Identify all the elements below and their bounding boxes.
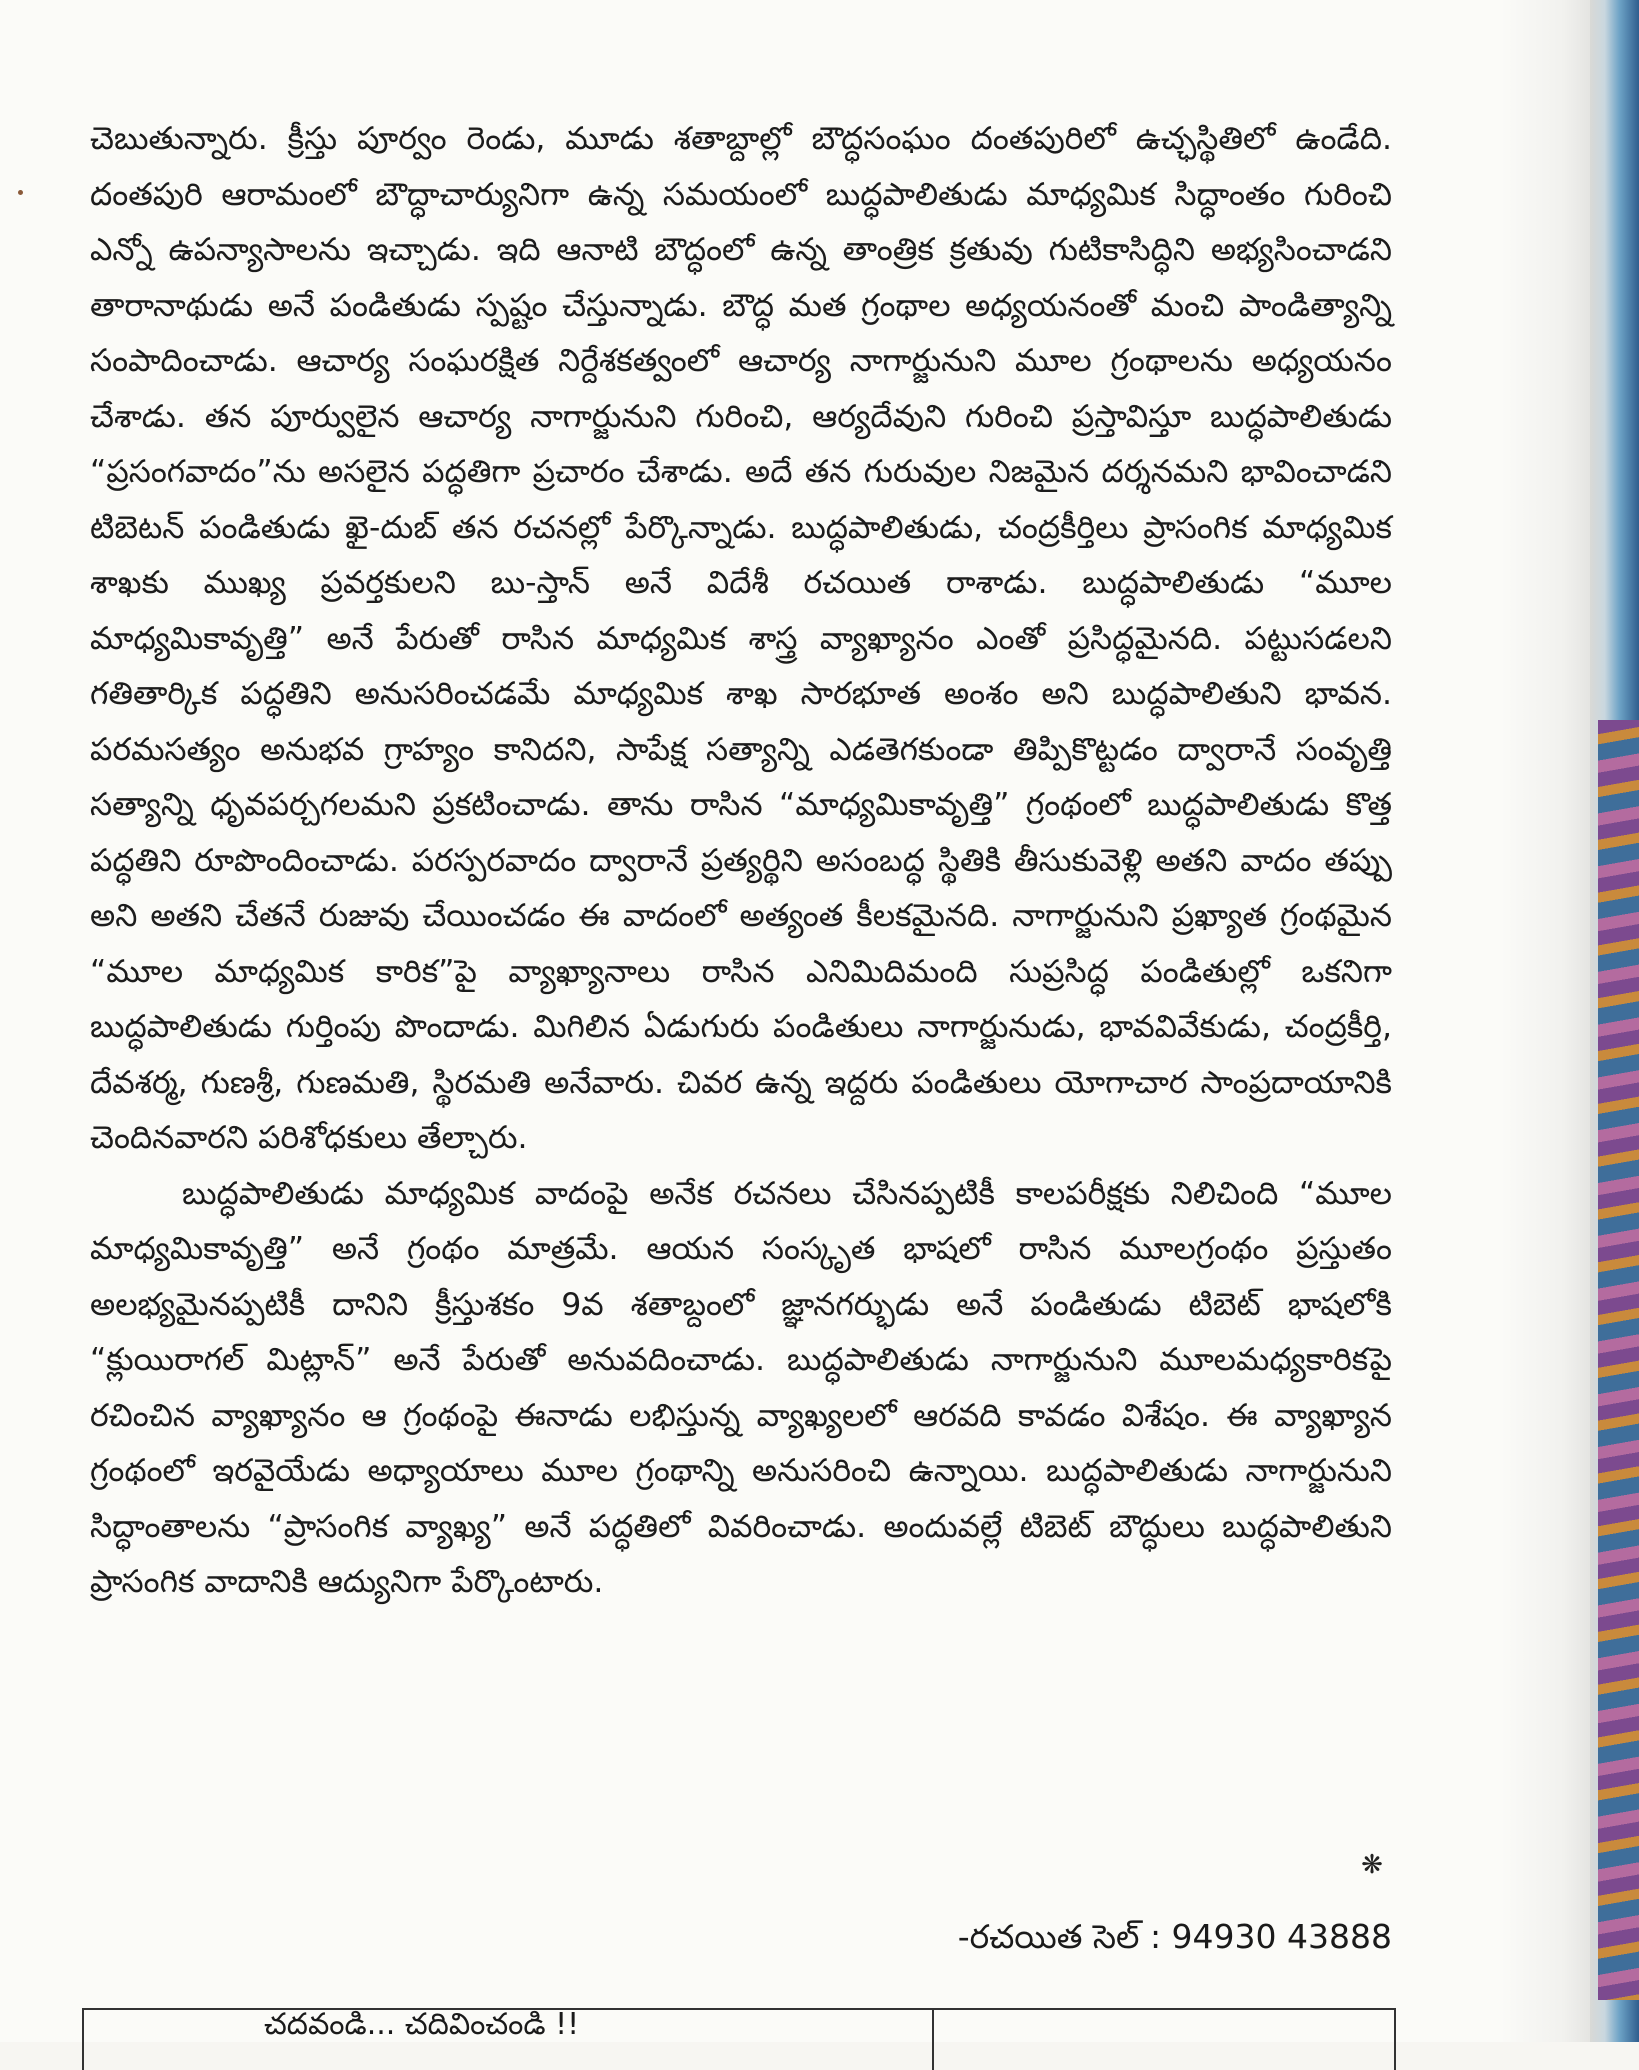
paragraph-2: బుద్ధపాలితుడు మాధ్యమిక వాదంపై అనేక రచనలు చేసినప్పటికీ కాలపరీక్షకు నిలిచింది “మూల మాధ్యమికావృత్తి” అనే గ్రంథం మాత్రమే. ఆయన సంస్కృత భాషలో రాసిన మూలగ్రంథం ప్రస్తుతం అలభ్యమైనప్పటికీ దానిని క్రీస్తుశకం 9వ శతాబ్దంలో జ్ఞానగర్భుడు అనే పండితుడు టిబెట్ భాషలోకి “క్లుయిరాగల్ మిట్లాన్” అనే పేరుతో అనువదించాడు. బుద్ధపాలితుడు నాగార్జునుని మూలమధ్యకారికపై రచించిన వ్యాఖ్యానం ఆ గ్రంథంపై ఈనాడు లభిస్తున్న వ్యాఖ్యలలో ఆరవది కావడం విశేషం. ఈ వ్యాఖ్యాన గ్రంథంలో ఇరవైయేడు అధ్యాయాలు మూల గ్రంథాన్ని అనుసరించి ఉన్నాయి. బుద్ధపాలితుడు నాగార్జునుని సిద్ధాంతాలను “ప్రాసంగిక వ్యాఖ్య” అనే పద్ధతిలో వివరించాడు. అందువల్లే టిబెట్ బౌద్ధులు బుద్ధపాలితుని ప్రాసంగిక వాదానికి ఆద్యునిగా పేర్కొంటారు.	[90, 1175, 1392, 1600]
end-ornament-icon: ❋	[1361, 1850, 1383, 1880]
author-contact: -రచయిత సెల్ : 94930 43888	[957, 1917, 1392, 1956]
binding-shadow	[1500, 0, 1590, 2042]
article-body	[90, 112, 1392, 1611]
box-divider	[932, 2010, 934, 2070]
adjacent-page-edge	[1590, 0, 1639, 2042]
paper-speck	[18, 190, 23, 195]
bottom-box	[82, 2008, 1396, 2070]
bottom-box-title: చదవండి... చదివించండి !!	[264, 2010, 580, 2042]
adjacent-page-artwork	[1598, 720, 1639, 2000]
paragraph-1: చెబుతున్నారు. క్రీస్తు పూర్వం రెండు, మూడు శతాబ్దాల్లో బౌద్ధసంఘం దంతపురిలో ఉచ్ఛస్థితిలో ఉండేది. దంతపురి ఆరామంలో బౌద్ధాచార్యునిగా ఉన్న సమయంలో బుద్ధపాలితుడు మాధ్యమిక సిద్ధాంతం గురించి ఎన్నో ఉపన్యాసాలను ఇచ్చాడు. ఇది ఆనాటి బౌద్ధంలో ఉన్న తాంత్రిక క్రతువు గుటికాసిద్ధిని అభ్యసించాడని తారానాథుడు అనే పండితుడు స్పష్టం చేస్తున్నాడు. బౌద్ధ మత గ్రంథాల అధ్యయనంతో మంచి పాండిత్యాన్ని సంపాదించాడు. ఆచార్య సంఘరక్షిత నిర్దేశకత్వంలో ఆచార్య నాగార్జునుని మూల గ్రంథాలను అధ్యయనం చేశాడు. తన పూర్వులైన ఆచార్య నాగార్జునుని గురించి, ఆర్యదేవుని గురించి ప్రస్తావిస్తూ బుద్ధపాలితుడు “ప్రసంగవాదం”ను అసలైన పద్ధతిగా ప్రచారం చేశాడు. అదే తన గురువుల నిజమైన దర్శనమని భావించాడని టిబెటన్ పండితుడు ఖై-దుబ్ తన రచనల్లో పేర్కొన్నాడు. బుద్ధపాలితుడు, చంద్రకీర్తిలు ప్రాసంగిక మాధ్యమిక శాఖకు ముఖ్య ప్రవర్తకులని బు-స్తాన్ అనే విదేశీ రచయిత రాశాడు. బుద్ధపాలితుడు “మూల మాధ్యమికావృత్తి” అనే పేరుతో రాసిన మాధ్యమిక శాస్త్ర వ్యాఖ్యానం ఎంతో ప్రసిద్ధమైనది. పట్టుసడలని గతితార్కిక పద్ధతిని అనుసరించడమే మాధ్యమిక శాఖ సారభూత అంశం అని బుద్ధపాలితుని భావన. పరమసత్యం అనుభవ గ్రాహ్యం కానిదని, సాపేక్ష సత్యాన్ని ఎడతెగకుండా తిప్పికొట్టడం ద్వారానే సంవృత్తి సత్యాన్ని ధృవపర్చగలమని ప్రకటించాడు. తాను రాసిన “మాధ్యమికావృత్తి” గ్రంథంలో బుద్ధపాలితుడు కొత్త పద్ధతిని రూపొందించాడు. పరస్పరవాదం ద్వారానే ప్రత్యర్థిని అసంబద్ధ స్థితికి తీసుకువెళ్లి అతని వాదం తప్పు అని అతని చేతనే రుజువు చేయించడం ఈ వాదంలో అత్యంత కీలకమైనది. నాగార్జునుని ప్రఖ్యాత గ్రంథమైన “మూల మాధ్యమిక కారిక”పై వ్యాఖ్యానాలు రాసిన ఎనిమిదిమంది సుప్రసిద్ధ పండితుల్లో ఒకనిగా బుద్ధపాలితుడు గుర్తింపు పొందాడు. మిగిలిన ఏడుగురు పండితులు నాగార్జునుడు, భావవివేకుడు, చంద్రకీర్తి, దేవశర్మ, గుణశ్రీ, గుణమతి, స్థిరమతి అనేవారు. చివర ఉన్న ఇద్దరు పండితులు యోగాచార సాంప్రదాయానికి చెందినవారని పరిశోధకులు తేల్చారు.	[90, 121, 1392, 1156]
